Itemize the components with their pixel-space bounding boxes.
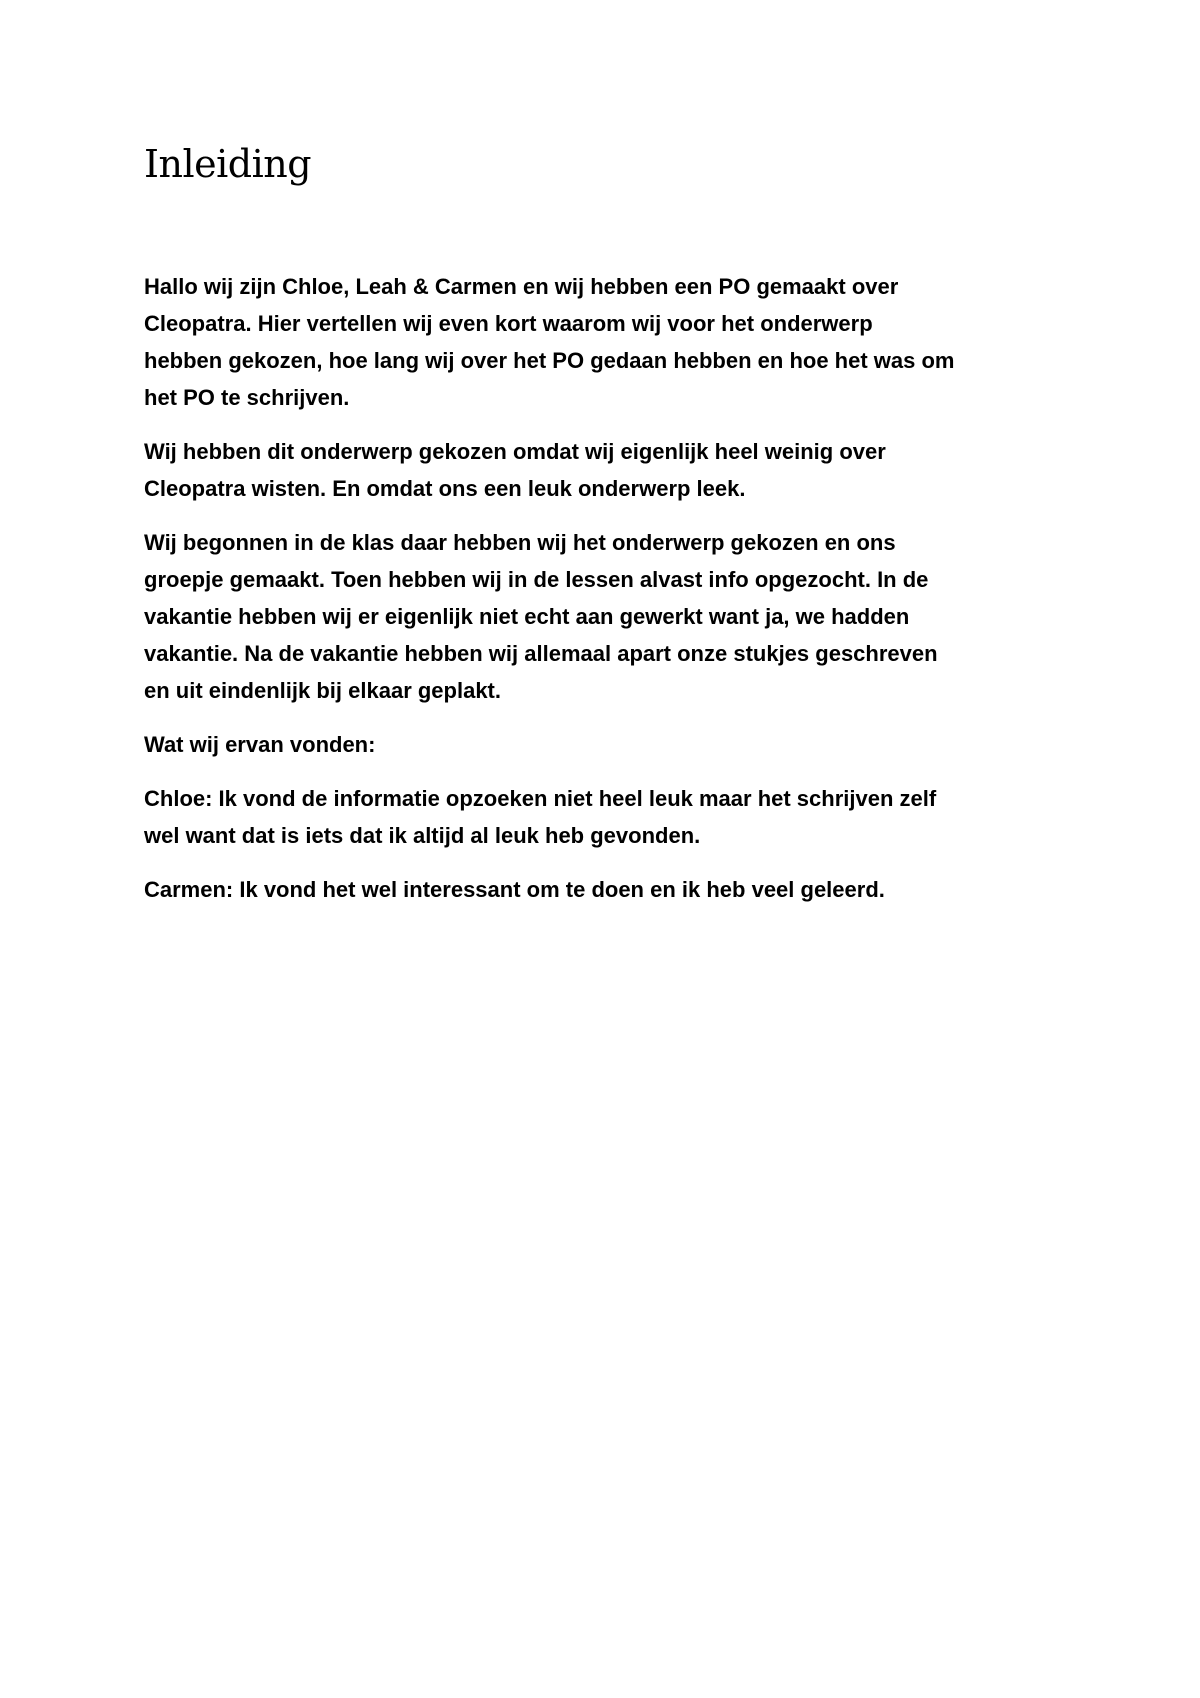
paragraph-topic-choice: Wij hebben dit onderwerp gekozen omdat wij eigenlijk heel weinig over Cleopatra wisten. En omdat ons een leuk onderwerp leek. [144,439,886,501]
paragraph-chloe-opinion: Chloe: Ik vond de informatie opzoeken niet heel leuk maar het schrijven zelf wel want dat is iets dat ik altijd al leuk heb gevonden. [144,786,937,848]
paragraph-intro: Hallo wij zijn Chloe, Leah & Carmen en wij hebben een PO gemaakt over Cleopatra. Hier vertellen wij even kort waarom wij voor het onderwerp hebben gekozen, hoe lang wij over het PO gedaan hebben en hoe het was om het PO te schrijven. [144,274,955,410]
page-title: Inleiding [144,142,312,186]
paragraph-opinions-heading: Wat wij ervan vonden: [144,732,376,757]
document-body [144,268,1064,908]
paragraph-carmen-opinion: Carmen: Ik vond het wel interessant om te doen en ik heb veel geleerd. [144,877,885,902]
page-content [144,140,1064,925]
paragraph-process: Wij begonnen in de klas daar hebben wij het onderwerp gekozen en ons groepje gemaakt. Toen hebben wij in de lessen alvast info opgezocht. In de vakantie hebben wij er eigenlijk niet echt aan gewerkt want ja, we hadden vakantie. Na de vakantie hebben wij allemaal apart onze stukjes geschreven en uit eindenlijk bij elkaar geplakt. [144,530,938,703]
